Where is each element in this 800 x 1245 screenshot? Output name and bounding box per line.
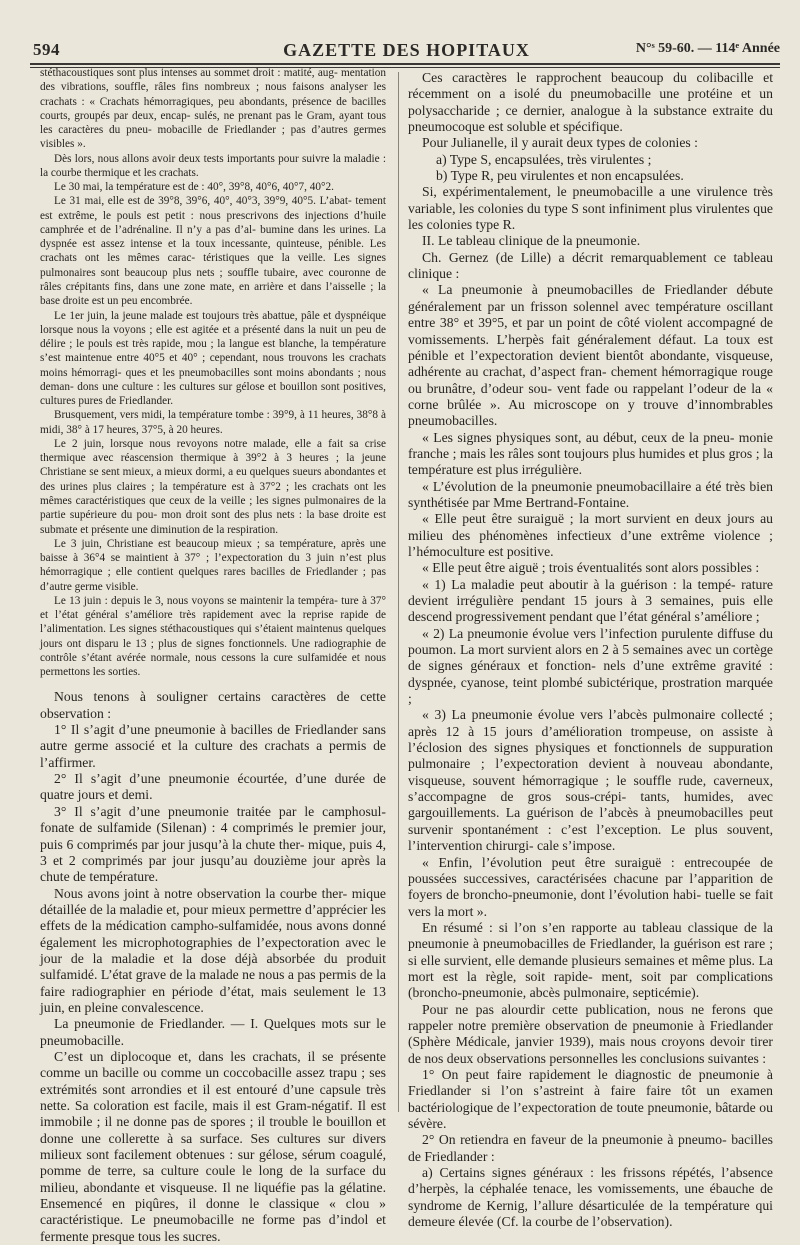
paragraph: En résumé : si l’on s’en rapporte au tableau classique de la pneumonie à pneumobacilles de Friedlander, la guérison est rare ; si elle survient, elle demande plusieurs semaines et même plus. La mort est la règle, soit rapide- ment, soit par complications (broncho-pneumonie, abcès pulmonaire, septicémie). — [408, 919, 773, 1001]
quote-paragraph: « 1) La maladie peut aboutir à la guérison : la tempé- rature devient irrégulière pendant 15 jours à 3 semaines, puis elle descend progressivement pendant que l’état général s’améliore ; — [408, 576, 773, 625]
paragraph: 2° Il s’agit d’une pneumonie écourtée, d’une durée de quatre jours et demi. — [40, 771, 386, 803]
quote-paragraph: « Elle peut être aiguë ; trois éventualités sont alors possibles : — [422, 560, 760, 576]
paragraph: Nous avons joint à notre observation la courbe ther- mique détaillée de la maladie et, pour mieux permettre d’apprécier les effets de la médication campho-sulfamidée, nous avons donné également les microphotographies de l’expectoration avec le jour de la maladie et la dose déjà absorbée du produit sulfamidé. L’état grave de la malade ne nous a pas permis de la faire radiographier en période d’état, mais seulement le 13 juin, en pleine convalescence. — [40, 885, 386, 1015]
paragraph: Le 31 mai, elle est de 39°8, 39°6, 40°, 40°3, 39°9, 40°5. L’abat- tement est extrême, le pouls est petit : nous prescrivons des injections d’huile camphrée et de l’adrénaline. Il n’y a pas d’al- bumine dans les urines. La dyspnée est assez intense et la toux incessante, quinteuse, pénible. Les crachats ont les mêmes carac- téristiques que la veille. Les signes pulmonaires sont beaucoup plus nets ; souffle tubaire, avec couronne de râles crépitants fins, dans une zone mate, en arrière et dans l’aisselle ; la base droite est un peu encombrée. — [40, 195, 386, 308]
quote-paragraph: « 3) La pneumonie évolue vers l’abcès pulmonaire collecté ; après 12 à 15 jours d’amélioration trompeuse, on assiste à l’éclosion des signes physiques et fonctionnels de suppuration pulmonaire ; l’expectoration devient à nouveau abondante, visqueuse, souvent hémorragique ; le souffle rude, caverneux, s’accompagne de gros sous-crépi- tants, humides, avec gargouillements. La guérison de l’abcès à pneumobacilles peut survenir spontanément : c’est l’exception. Le plus souvent, l’intervention chirurgi- cale s’impose. — [408, 707, 773, 854]
section-heading: II. Le tableau clinique de la pneumonie. — [422, 233, 641, 249]
quote-paragraph: « La pneumonie à pneumobacilles de Friedlander débute généralement par un frisson solennel avec température oscillant entre 38° et 39°5, et par un point de côté violent accompagné de vomissements. L’herpès fait généralement défaut. La toux est pénible et l’expectoration devient bientôt abondante, visqueuse, adhérente au crachat, d’aspect fran- chement hémorragique rouge ou brunâtre, d’odeur sou- vent fade ou rappelant l’odeur de la « corne brûlée ». Au microscope on y trouve d’innombrables pneumobacilles. — [408, 282, 773, 429]
paragraph: Le 13 juin : depuis le 3, nous voyons se maintenir la tempéra- ture à 37° et l’état général s’améliore très rapidement avec la reprise rapide de l’alimentation. Les signes stéthacoustiques qui s’étaient maintenus quelques jours ont disparu le 13 ; plus de signes fonctionnels. Une radiographie de contrôle s’étant avérée normale, nous cessons la cure sulfamidée et nous permettons les sorties. — [40, 594, 386, 679]
left-column — [40, 66, 386, 1245]
observation-notes — [40, 66, 386, 679]
column-divider — [398, 72, 399, 1112]
right-column — [408, 70, 773, 1230]
paragraph: Pour ne pas alourdir cette publication, nous ne ferons que rappeler notre première observation de pneumonie à Friedlander (Sphère Médicale, janvier 1939), mais nous croyons devoir tirer de nos deux observations personnelles les conclusions suivantes : — [408, 1001, 773, 1066]
paragraph: Dès lors, nous allons avoir deux tests importants pour suivre la maladie : la courbe thermique et les crachats. — [40, 152, 386, 179]
header-rule-thick — [30, 63, 780, 65]
paragraph: C’est un diplocoque et, dans les crachats, il se présente comme un bacille ou comme un coccobacille assez trapu ; ses extrémités sont arrondies et il est entouré d’une capsule très nette. Sa coloration est facile, mais il est Gram-négatif. Il est immobile ; il ne donne pas de spores ; il trouble le bouillon et donne une collerette à sa surface. Ses cultures sur divers milieux sont facilement obtenues : sur gélose, sérum coagulé, pomme de terre, sa culture coule le long de la surface du milieu, abondante et visqueuse. Il ne liquéfie pas la gélatine. Ensemencé en piqûres, il donne le classique « clou » caractéristique. Le pneumobacille ne forme pas d’indol et fermente presque tous les sucres. — [40, 1048, 386, 1244]
paragraph: 3° Il s’agit d’une pneumonie traitée par le camphosul- fonate de sulfamide (Silenan) : 4 comprimés le premier jour, puis 6 comprimés par jour jusqu’à la chute ther- mique, puis 4, 3 et 2 comprimés par jour jusqu’au douzième jour après la chute de température. — [40, 803, 386, 885]
paragraph: Le 1er juin, la jeune malade est toujours très abattue, pâle et dyspnéique lorsque nous la voyons ; elle est agitée et a présenté dans la nuit un peu de délire ; le pouls est très rapide, mou ; la langue est blanche, la température s’est maintenue entre 40°5 et 40° ; cependant, nous trouvons les crachats moins hémorragi- ques et les pneumobacilles sont moins abondants ; nous deman- dons une culture : les cultures sur gélose et bouillon sont positives, cultures pures de Friedlander. — [40, 309, 386, 408]
quote-paragraph: « Elle peut être suraiguë ; la mort survient en deux jours au milieu des phénomènes infectieux d’une extrême violence ; l’hémoculture est positive. — [408, 511, 773, 559]
paragraph: Ces caractères le rapprochent beaucoup du colibacille et récemment on a isolé du pneumobacille une protéine et un polysaccharide ; ce dernier, analogue à la substance extraite du pneumocoque est soluble et spécifique. — [408, 70, 773, 135]
paragraph: 1° Il s’agit d’une pneumonie à bacilles de Friedlander sans autre germe associé et la culture des crachats a permis de l’affirmer. — [40, 722, 386, 770]
section-heading: La pneumonie de Friedlander. — I. Quelques mots sur le pneumobacille. — [40, 1016, 386, 1048]
paragraph: Le 3 juin, Christiane est beaucoup mieux ; sa température, après une baisse à 36°4 se maintient à 37° ; l’expectoration du 3 juin n’est plus hémorragique ; elle contient quelques rares bacilles de Friedlander ; pas d’autre germe visible. — [40, 537, 386, 593]
quote-paragraph: « 2) La pneumonie évolue vers l’infection purulente diffuse du poumon. La mort survient alors en 2 à 5 semaines avec un cortège de signes généraux et fonction- nels d’une extrême gravité : dyspnée, cyanose, teint plombé subictérique, prostration marquée ; — [408, 625, 773, 707]
spacer — [40, 679, 386, 689]
list-item: b) Type R, peu virulentes et non encapsulées. — [436, 168, 684, 184]
journal-title: GAZETTE DES HOPITAUX — [283, 40, 530, 60]
paragraph: Le 30 mai, la température est de : 40°, 39°8, 40°6, 40°7, 40°2. — [54, 181, 334, 194]
paragraph: a) Certains signes généraux : les frissons répétés, l’absence d’herpès, la céphalée tenace, les vomissements, une ébauche de syndrome de Kernig, l’allure désarticulée de la température qui demeure élevée (Cf. la courbe de l’observation). — [408, 1165, 773, 1230]
paragraph: Si, expérimentalement, le pneumobacille a une virulence très variable, les colonies du type S sont infiniment plus virulentes que les colonies type R. — [408, 184, 773, 233]
paragraph: Pour Julianelle, il y aurait deux types de colonies : — [422, 135, 698, 151]
paragraph: Le 2 juin, lorsque nous revoyons notre malade, elle a fait sa crise thermique avec réascension thermique à 39°2 à 3 heures ; la jeune Christiane se sent mieux, a mieux dormi, a eu quelques sueurs abondantes et des urines plus claires ; la température est à 37°2 ; les crachats ont les mêmes caractéristiques que ceux de la veille ; les signes pulmonaires de la partie supérieure du pou- mon droit sont des plus nets : la base droite est submate et présente une diminution de la respiration. — [40, 437, 386, 536]
paragraph: Nous tenons à souligner certains caractères de cette observation : — [40, 689, 386, 721]
page-number: 594 — [33, 40, 60, 59]
paragraph: 2° On retiendra en faveur de la pneumonie à pneumo- bacilles de Friedlander : — [408, 1132, 773, 1164]
quote-paragraph: « Enfin, l’évolution peut être suraiguë : entrecoupée de poussées successives, caractérisées chacune par l’apparition de foyers de broncho-pneumonie, dont l’évolution habi- tuelle se fait vers la mort ». — [408, 854, 773, 919]
list-item: a) Type S, encapsulées, très virulentes ; — [436, 151, 652, 167]
issue-number: N°ˢ 59-60. — 114ᵉ Année — [635, 41, 780, 56]
paragraph: Brusquement, vers midi, la température tombe : 39°9, à 11 heures, 38°8 à midi, 38° à 17 heures, 37°5, à 20 heures. — [40, 409, 386, 436]
quote-paragraph: « Les signes physiques sont, au début, ceux de la pneu- monie franche ; mais les râles sont toujours plus humides et plus gros ; la température est plus irrégulière. — [408, 429, 773, 478]
paragraph: stéthacoustiques sont plus intenses au sommet droit : matité, aug- mentation des vibrations, souffle, râles fins nombreux ; nous faisons analyser les crachats : « Crachats hémorragiques, peu abondants, présence de bacilles courts, groupés par deux, encap- sulés, ne prenant pas le Gram, ayant tous les caractères du pneu- mobacille de Friedlander ; pas d’autres germes visibles ». — [40, 67, 386, 151]
page-header — [33, 40, 780, 62]
paragraph: Ch. Gernez (de Lille) a décrit remarquablement ce tableau clinique : — [408, 249, 773, 282]
discussion-text — [40, 689, 386, 1245]
paragraph: 1° On peut faire rapidement le diagnostic de pneumonie à Friedlander si l’on s’astreint à faire faire tôt un examen bactériologique de l’expectoration de toute pneumonie, bâtarde ou sévère. — [408, 1066, 773, 1131]
quote-paragraph: « L’évolution de la pneumonie pneumobacillaire a été très bien synthétisée par Mme Bertrand-Fontaine. — [408, 478, 773, 510]
